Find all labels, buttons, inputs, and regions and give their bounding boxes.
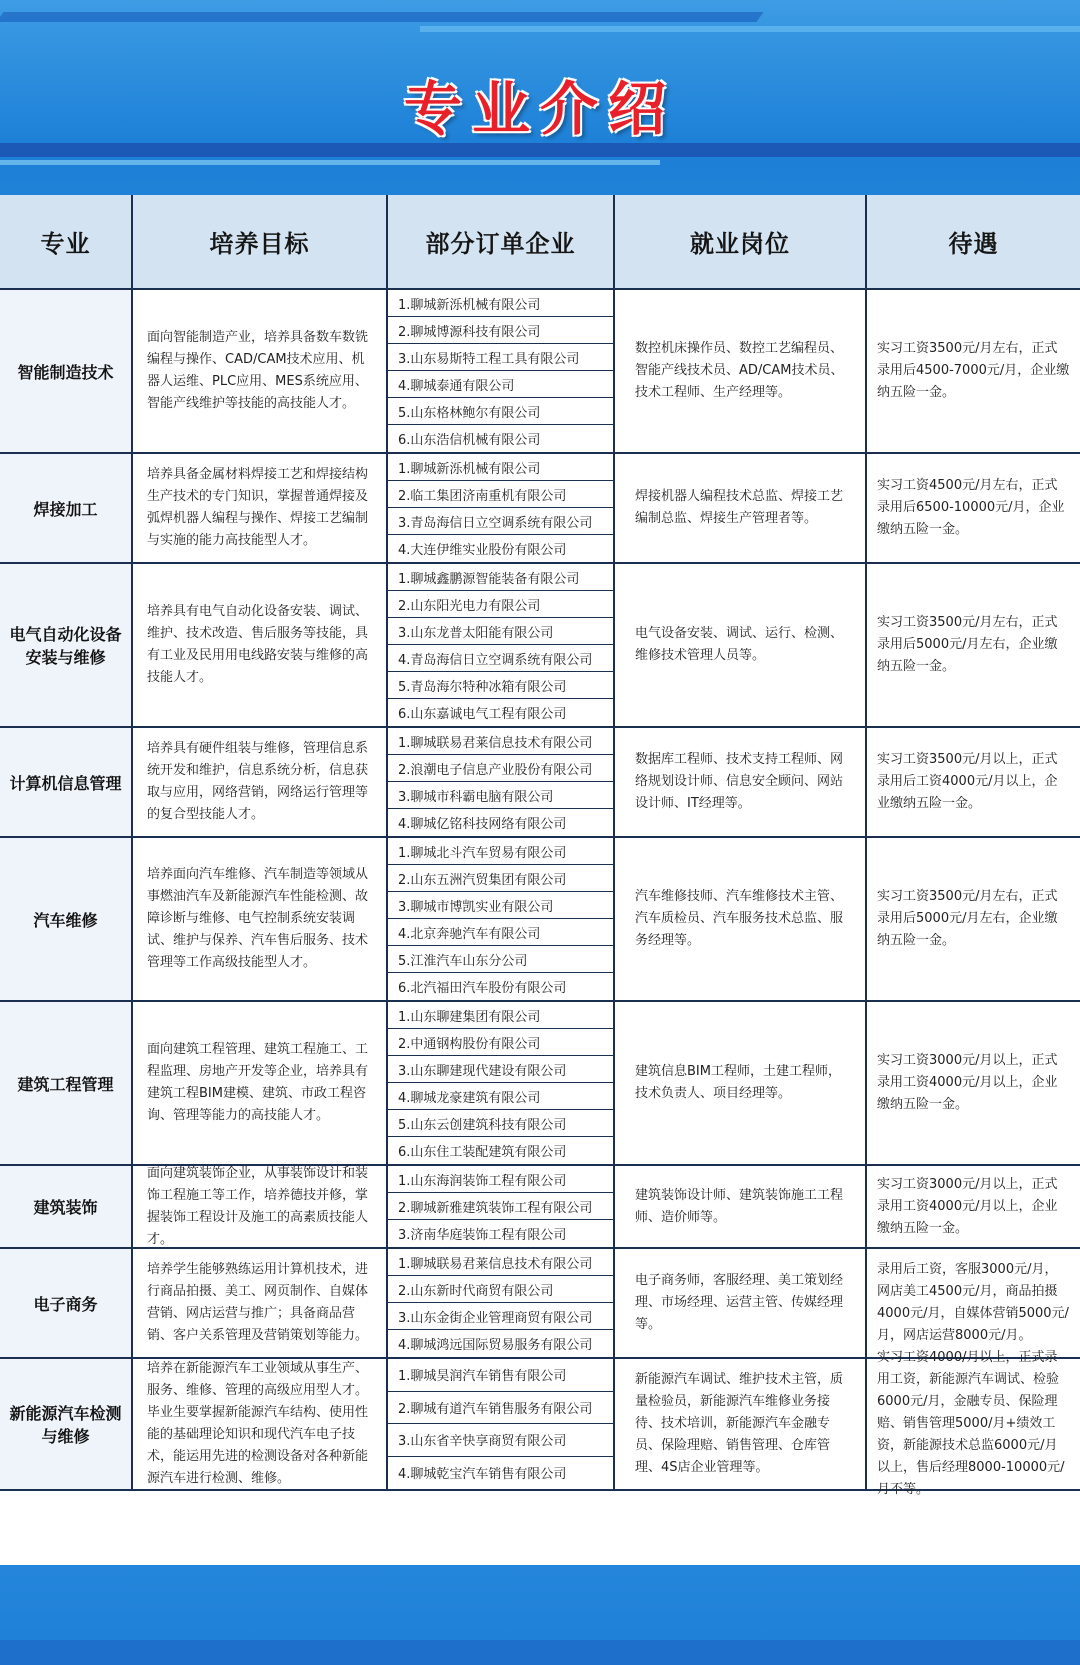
decor-stripe <box>0 160 660 165</box>
training-goal: 培养具有硬件组装与维修，管理信息系统开发和维护，信息系统分析，信息获取与应用，网络营销，网络运行管理等的复合型技能人才。 <box>133 728 388 836</box>
company-item: 2.聊城有道汽车销售服务有限公司 <box>388 1392 613 1425</box>
company-item: 4.聊城亿铭科技网络有限公司 <box>398 817 567 832</box>
header-jobs: 就业岗位 <box>615 195 867 290</box>
salary-benefits: 实习工资4500元/月左右，正式录用后6500-10000元/月，企业缴纳五险一金。 <box>877 478 1065 537</box>
header-companies: 部分订单企业 <box>388 195 615 290</box>
majors-table <box>0 195 1080 1565</box>
salary-benefits: 实习工资3000元/月以上，正式录用工资4000元/月以上，企业缴纳五险一金。 <box>877 1176 1058 1236</box>
training-goal: 培养具备金属材料焊接工艺和焊接结构生产技术的专门知识，掌握普通焊接及弧焊机器人编程与操作、焊接工艺编制与实施的能力高技能型人才。 <box>133 454 388 562</box>
footer-band <box>0 1640 1080 1665</box>
major-name: 汽车维修 <box>0 838 133 1000</box>
company-item: 3.青岛海信日立空调系统有限公司 <box>388 508 613 535</box>
job-positions: 电子商务师，客服经理、美工策划经理、市场经理、运营主管、传媒经理等。 <box>615 1249 867 1357</box>
company-item: 5.山东云创建筑科技有限公司 <box>388 1110 613 1137</box>
company-list <box>388 1002 615 1164</box>
company-item: 3.聊城市博凯实业有限公司 <box>388 892 613 919</box>
table-row <box>0 1249 1080 1359</box>
salary-benefits: 实习工资3500元/月左右，正式录用后5000元/月左右，企业缴纳五险一金。 <box>877 889 1058 948</box>
page-title: 专业介绍 <box>403 75 676 143</box>
company-item: 6.山东住工装配建筑有限公司 <box>398 1145 567 1160</box>
major-name: 智能制造技术 <box>0 290 133 452</box>
company-list <box>388 1249 615 1357</box>
company-item: 6.北汽福田汽车股份有限公司 <box>398 981 567 996</box>
table-row <box>0 1166 1080 1249</box>
company-item: 3.山东龙普太阳能有限公司 <box>388 618 613 645</box>
company-item: 4.聊城鸿远国际贸易服务有限公司 <box>398 1338 593 1353</box>
company-item: 2.聊城新雅建筑装饰工程有限公司 <box>388 1193 613 1220</box>
table-row <box>0 728 1080 838</box>
company-item: 1.山东聊建集团有限公司 <box>388 1002 613 1029</box>
company-item: 4.聊城乾宝汽车销售有限公司 <box>398 1467 567 1483</box>
company-item: 1.聊城鑫鹏源智能装备有限公司 <box>388 564 613 591</box>
company-item: 2.山东阳光电力有限公司 <box>388 591 613 618</box>
company-item: 4.青岛海信日立空调系统有限公司 <box>388 645 613 672</box>
company-item: 1.山东海润装饰工程有限公司 <box>388 1166 613 1193</box>
company-item: 6.山东嘉诚电气工程有限公司 <box>398 707 567 722</box>
company-item: 2.聊城博源科技有限公司 <box>388 317 613 344</box>
company-list <box>388 728 615 836</box>
company-item: 4.大连伊维实业股份有限公司 <box>398 543 567 558</box>
training-goal: 面向智能制造产业，培养具备数车数铣编程与操作、CAD/CAM技术应用、机器人运维、PLC应用、MES系统应用、智能产线维护等技能的高技能人才。 <box>133 290 388 452</box>
company-item: 2.山东五洲汽贸集团有限公司 <box>388 865 613 892</box>
major-name: 电气自动化设备安装与维修 <box>0 564 133 726</box>
company-item: 2.山东新时代商贸有限公司 <box>388 1276 613 1303</box>
table-row <box>0 1350 1080 1497</box>
major-name: 焊接加工 <box>0 454 133 562</box>
job-positions: 新能源汽车调试、维护技术主管，质量检验员，新能源汽车维修业务接待、技术培训，新能源汽车金融专员、保险理赔、销售管理、仓库管理、4S店企业管理等。 <box>615 1359 867 1489</box>
job-positions: 数控机床操作员、数控工艺编程员、智能产线技术员、AD/CAM技术员、技术工程师、生产经理等。 <box>615 290 867 452</box>
table-row <box>0 1002 1080 1166</box>
company-item: 1.聊城新泺机械有限公司 <box>388 454 613 481</box>
job-positions: 建筑装饰设计师、建筑装饰施工工程师、造价师等。 <box>615 1166 867 1247</box>
company-item: 4.北京奔驰汽车有限公司 <box>388 919 613 946</box>
job-positions: 电气设备安装、调试、运行、检测、维修技术管理人员等。 <box>615 564 867 726</box>
decor-stripe <box>420 26 1080 32</box>
salary-benefits: 实习工资4000/月以上，正式录用工资，新能源汽车调试、检验6000元/月，金融专员、保险理赔、销售管理5000/月+绩效工资，新能源技术总监6000元/月以上，售后经理8000-10000元/月不等。 <box>877 1350 1065 1497</box>
company-list <box>388 838 615 1000</box>
company-item: 1.聊城联易君莱信息技术有限公司 <box>388 1249 613 1276</box>
major-name: 建筑装饰 <box>0 1166 133 1247</box>
header-pay: 待遇 <box>867 195 1080 290</box>
major-name: 计算机信息管理 <box>0 728 133 836</box>
company-item: 6.山东浩信机械有限公司 <box>398 433 541 448</box>
company-item: 3.济南华庭装饰工程有限公司 <box>398 1228 567 1243</box>
header-major: 专业 <box>0 195 133 290</box>
header-banner <box>0 0 1080 165</box>
salary-benefits: 实习工资3500元/月左右，正式录用后4500-7000元/月，企业缴纳五险一金。 <box>877 341 1070 400</box>
job-positions: 焊接机器人编程技术总监、焊接工艺编制总监、焊接生产管理者等。 <box>615 454 867 562</box>
company-list <box>388 1359 615 1489</box>
job-positions: 建筑信息BIM工程师，土建工程师，技术负责人、项目经理等。 <box>615 1002 867 1164</box>
table-row <box>0 564 1080 728</box>
table-row <box>0 290 1080 454</box>
major-name: 新能源汽车检测与维修 <box>0 1359 133 1489</box>
company-item: 1.聊城联易君莱信息技术有限公司 <box>388 728 613 755</box>
company-item: 2.临工集团济南重机有限公司 <box>388 481 613 508</box>
company-list <box>388 1166 615 1247</box>
company-item: 2.中通钢构股份有限公司 <box>388 1029 613 1056</box>
table-row <box>0 838 1080 1002</box>
company-item: 1.聊城新泺机械有限公司 <box>388 290 613 317</box>
company-item: 1.聊城昊润汽车销售有限公司 <box>388 1359 613 1392</box>
training-goal: 面向建筑装饰企业，从事装饰设计和装饰工程施工等工作，培养德技并修，掌握装饰工程设计及施工的高素质技能人才。 <box>133 1166 388 1247</box>
major-name: 建筑工程管理 <box>0 1002 133 1164</box>
company-item: 5.江淮汽车山东分公司 <box>388 946 613 973</box>
company-list <box>388 290 615 452</box>
training-goal: 培养具有电气自动化设备安装、调试、维护、技术改造、售后服务等技能，具有工业及民用用电线路安装与维修的高技能人才。 <box>133 564 388 726</box>
company-item: 5.青岛海尔特种冰箱有限公司 <box>388 672 613 699</box>
training-goal: 面向建筑工程管理、建筑工程施工、工程监理、房地产开发等企业，培养具有建筑工程BIM建模、建筑、市政工程咨询、管理等能力的高技能人才。 <box>133 1002 388 1164</box>
salary-benefits: 实习工资3500元/月以上，正式录用后工资4000元/月以上，企业缴纳五险一金。 <box>877 752 1058 811</box>
salary-benefits: 实习工资3500元/月左右，正式录用后5000元/月左右，企业缴纳五险一金。 <box>877 615 1058 674</box>
training-goal: 培养面向汽车维修、汽车制造等领域从事燃油汽车及新能源汽车性能检测、故障诊断与维修、电气控制系统安装调试、维护与保养、汽车售后服务、技术管理等工作高级技能型人才。 <box>133 838 388 1000</box>
company-list <box>388 454 615 562</box>
company-item: 3.山东易斯特工程工具有限公司 <box>388 344 613 371</box>
company-item: 4.聊城泰通有限公司 <box>388 371 613 398</box>
job-positions: 数据库工程师、技术支持工程师、网络规划设计师、信息安全顾问、网站设计师、IT经理等。 <box>615 728 867 836</box>
company-list <box>388 564 615 726</box>
salary-benefits: 实习工资3000元/月以上，正式录用工资4000元/月以上，企业缴纳五险一金。 <box>877 1053 1058 1112</box>
company-item: 5.山东格林鲍尔有限公司 <box>388 398 613 425</box>
company-item: 3.山东省辛快享商贸有限公司 <box>388 1424 613 1457</box>
company-item: 3.聊城市科霸电脑有限公司 <box>388 782 613 809</box>
company-item: 3.山东聊建现代建设有限公司 <box>388 1056 613 1083</box>
training-goal: 培养学生能够熟练运用计算机技术，进行商品拍摄、美工、网页制作、自媒体营销、网店运营与推广；具备商品营销、客户关系管理及营销策划等能力。 <box>133 1249 388 1357</box>
header-goal: 培养目标 <box>133 195 388 290</box>
company-item: 2.浪潮电子信息产业股份有限公司 <box>388 755 613 782</box>
major-name: 电子商务 <box>0 1249 133 1357</box>
salary-benefits: 录用后工资，客服3000元/月，网店美工4500元/月，商品拍摄4000元/月，自媒体营销5000元/月，网店运营8000元/月。 <box>877 1262 1069 1343</box>
company-item: 1.聊城北斗汽车贸易有限公司 <box>388 838 613 865</box>
training-goal: 培养在新能源汽车工业领域从事生产、服务、维修、管理的高级应用型人才。毕业生要掌握新能源汽车结构、使用性能的基础理论知识和现代汽车电子技术，能运用先进的检测设备对各种新能源汽车进行检测、维修。 <box>133 1359 388 1489</box>
table-row <box>0 454 1080 564</box>
company-item: 4.聊城龙豪建筑有限公司 <box>388 1083 613 1110</box>
decor-stripe <box>0 12 764 22</box>
company-item: 3.山东金街企业管理商贸有限公司 <box>388 1303 613 1330</box>
job-positions: 汽车维修技师、汽车维修技术主管、汽车质检员、汽车服务技术总监、服务经理等。 <box>615 838 867 1000</box>
